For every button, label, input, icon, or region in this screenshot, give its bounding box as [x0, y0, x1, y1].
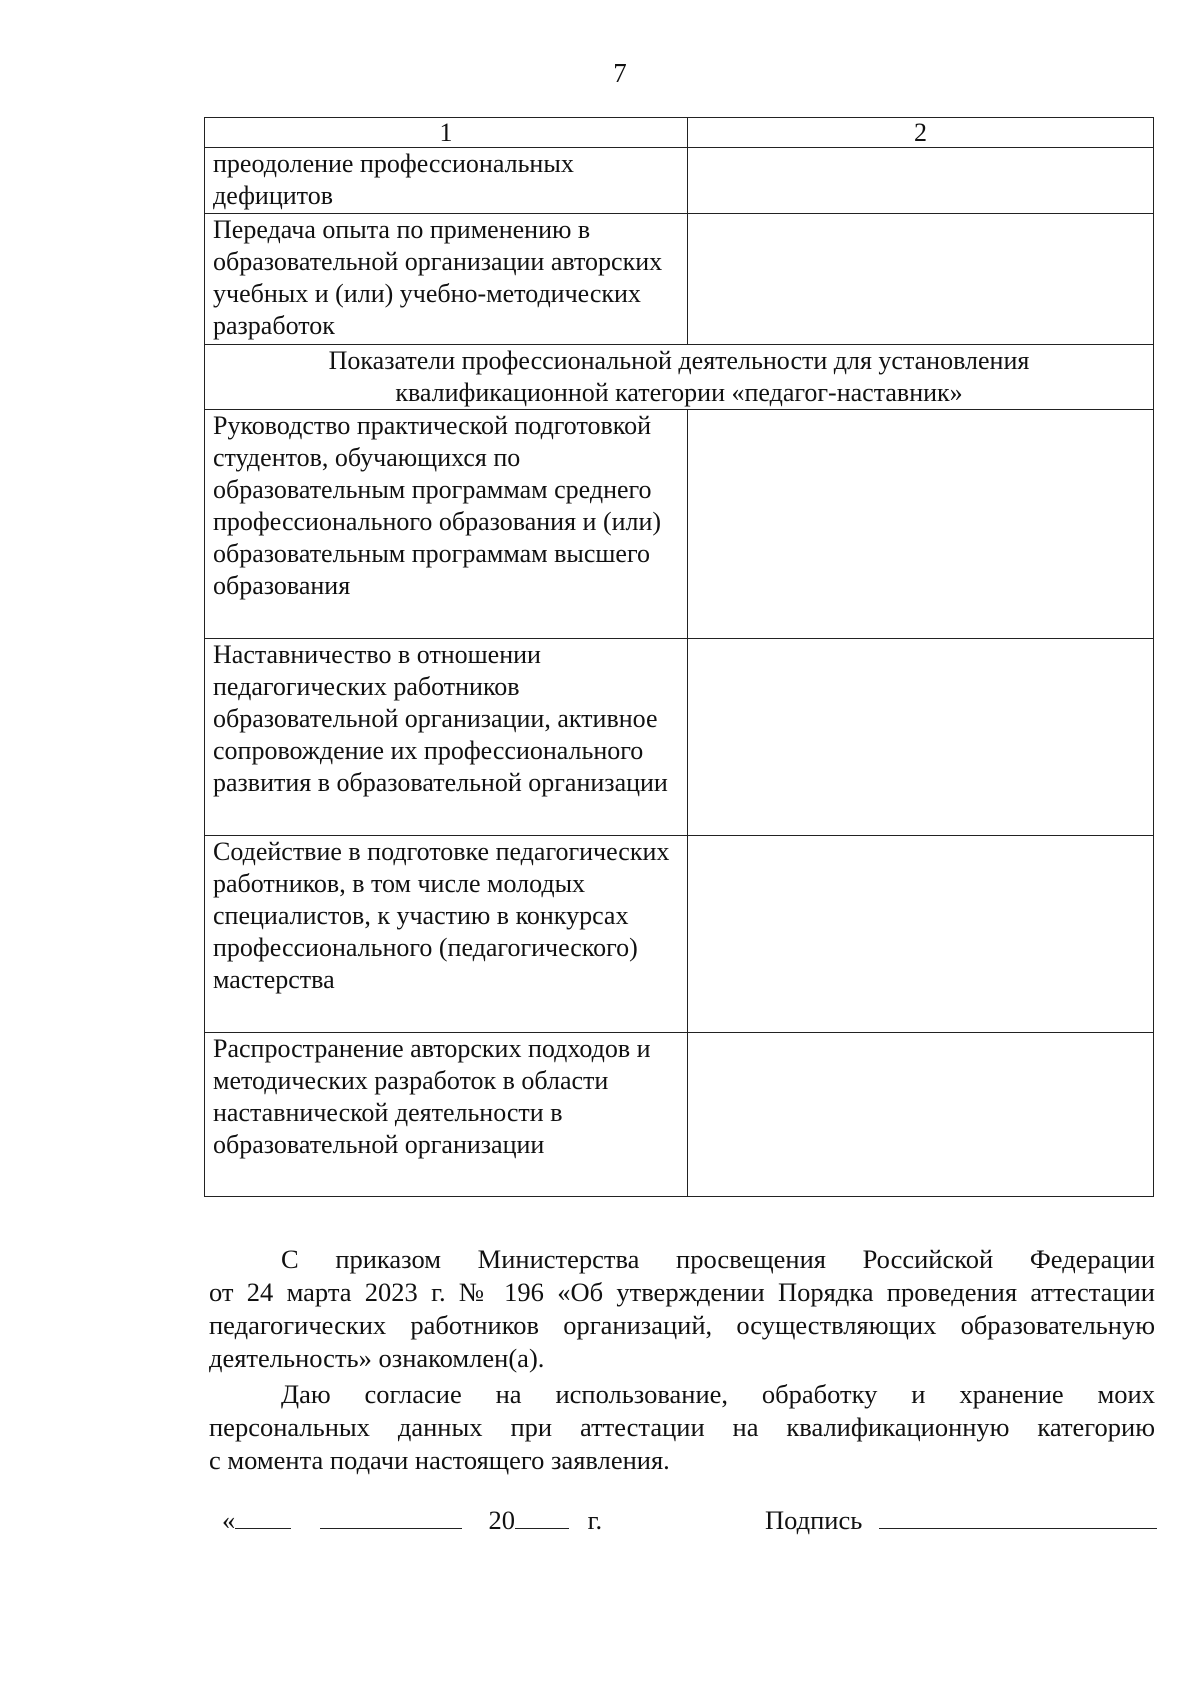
quote-open: « — [222, 1505, 236, 1535]
consent-paragraph — [209, 1378, 1155, 1477]
paragraph-line: с момента подачи настоящего заявления. — [209, 1445, 670, 1475]
column-header-1: 1 — [205, 118, 688, 148]
indicator-value-cell[interactable] — [688, 639, 1154, 836]
year-blank[interactable] — [515, 1506, 569, 1529]
paragraph-line: от 24 марта 2023 г. № 196 «Об утверждении Порядка проведения аттестации — [209, 1277, 1155, 1307]
table-row — [205, 836, 1154, 1033]
date-field — [222, 1505, 602, 1536]
indicator-value-cell[interactable] — [688, 836, 1154, 1033]
year-suffix: г. — [587, 1505, 603, 1535]
paragraph-line: Даю согласие на использование, обработку и хранение моих — [281, 1379, 1155, 1409]
paragraph-line: С приказом Министерства просвещения Российской Федерации — [281, 1244, 1155, 1274]
indicator-text: Передача опыта по применению в образовательной организации авторских учебных и (или) учебно-методических разработок — [205, 214, 688, 345]
indicator-value-cell[interactable] — [688, 1033, 1154, 1197]
paragraph-line: персональных данных при аттестации на квалификационную категорию — [209, 1412, 1155, 1442]
table-row — [205, 410, 1154, 639]
signature-field — [765, 1505, 1157, 1536]
day-blank[interactable] — [235, 1506, 291, 1529]
signature-blank[interactable] — [879, 1506, 1157, 1529]
table-row — [205, 148, 1154, 214]
section-row — [205, 345, 1154, 410]
table-row — [205, 214, 1154, 345]
indicator-text: Содействие в подготовке педагогических работников, в том числе молодых специалистов, к участию в конкурсах профессионального (педагогического) мастерства — [205, 836, 688, 1033]
attestation-table — [204, 117, 1154, 1197]
table-header-row — [205, 118, 1154, 148]
paragraph-line: педагогических работников организаций, осуществляющих образовательную — [209, 1310, 1155, 1340]
signature-label: Подпись — [765, 1505, 863, 1535]
indicator-text: Наставничество в отношении педагогических работников образовательной организации, активное сопровождение их профессионального развития в образовательной организации — [205, 639, 688, 836]
column-header-2: 2 — [688, 118, 1154, 148]
indicator-value-cell[interactable] — [688, 410, 1154, 639]
table-row — [205, 639, 1154, 836]
paragraph-line: деятельность» ознакомлен(а). — [209, 1343, 545, 1373]
acknowledgement-paragraph — [209, 1243, 1155, 1375]
page-number: 7 — [613, 58, 627, 88]
table-row — [205, 1033, 1154, 1197]
indicator-text: преодоление профессиональных дефицитов — [205, 148, 688, 214]
indicator-text: Руководство практической подготовкой студентов, обучающихся по образовательным программам среднего профессионального образования и (или) образовательным программам высшего образования — [205, 410, 688, 639]
section-title: Показатели профессиональной деятельности для установления квалификационной категории «педагог-наставник» — [205, 345, 1154, 410]
indicator-value-cell[interactable] — [688, 214, 1154, 345]
month-blank[interactable] — [320, 1506, 462, 1529]
indicator-text: Распространение авторских подходов и методических разработок в области наставнической деятельности в образовательной организации — [205, 1033, 688, 1197]
year-prefix: 20 — [488, 1505, 515, 1535]
indicator-value-cell[interactable] — [688, 148, 1154, 214]
